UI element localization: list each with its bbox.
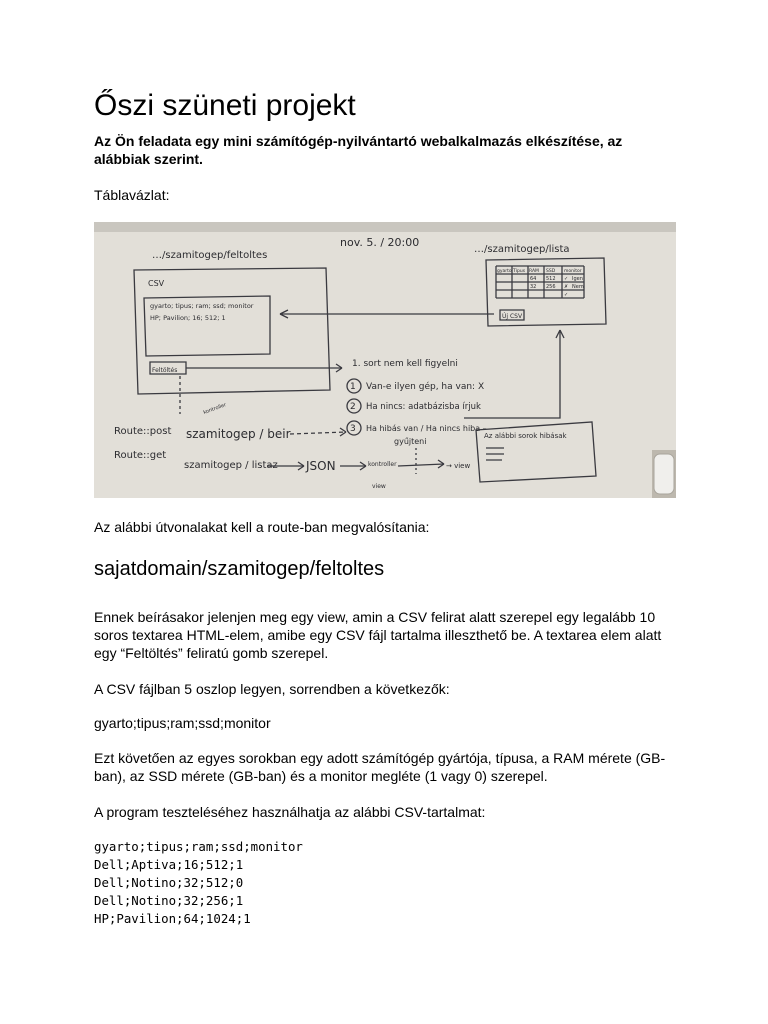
wb-view-label-2: → view (446, 462, 471, 470)
whiteboard-photo (94, 222, 676, 498)
wb-table-header-4: monitor (564, 269, 582, 274)
paragraph-test: A program teszteléséhez használhatja az alábbi CSV-tartalmat: (94, 804, 486, 820)
wb-table-cell-1: 512 (546, 276, 556, 282)
csv-line: Dell;Notino;32;256;1 (94, 893, 244, 908)
route-heading: sajatdomain/szamitogep/feltoltes (94, 558, 385, 580)
intro-text: Az Ön feladata egy mini számítógép-nyilvántartó webalkalmazás elkészítése, az alábbiak szerint. (94, 133, 623, 167)
wb-controller-label: kontroller (368, 461, 397, 468)
paragraph-rows: Ezt követően az egyes sorokban egy adott számítógép gyártója, típusa, a RAM mérete (GB-ban), az SSD mérete (GB-ban) és a monitor megléte (1 vagy 0) szerepel. (94, 750, 666, 784)
columns-line: gyarto;tipus;ram;ssd;monitor (94, 715, 271, 731)
wb-post-target: szamitogep / beir (186, 427, 291, 441)
wb-rule-number-2: 2 (350, 402, 356, 412)
wb-table-cell-5: 256 (546, 284, 556, 290)
wb-rule-heading: 1. sort nem kell figyelni (352, 359, 458, 369)
wb-table-header-0: gyarto (497, 269, 512, 274)
wb-table-cell-0: 64 (530, 276, 537, 282)
csv-line: Dell;Notino;32;512;0 (94, 875, 244, 890)
csv-line: HP;Pavilion;64;1024;1 (94, 911, 251, 926)
wb-table-cell-6: ✗ (564, 284, 569, 290)
wb-table-cell-3: Igen (572, 276, 583, 282)
wb-table-cell-2: ✓ (564, 276, 569, 282)
wb-date: nov. 5. / 20:00 (340, 236, 420, 249)
wb-rule-number-3: 3 (350, 424, 356, 434)
whiteboard-sketch (94, 222, 676, 498)
wb-get-target: szamitogep / listaz (184, 460, 278, 471)
wb-table-cell-4: 32 (530, 284, 537, 290)
wb-upload-button: Feltöltés (152, 367, 178, 374)
wb-vertical-note: kontroller (202, 402, 228, 416)
wb-table-header-1: Típus (513, 269, 526, 274)
wb-table-header-2: RAM (529, 269, 539, 274)
wb-table-header-3: SSD (546, 269, 556, 274)
wb-json-label: JSON (306, 459, 336, 473)
wb-rule-3: Ha hibás van / Ha nincs hiba – (366, 424, 487, 433)
wb-result-box: Az alábbi sorok hibásak (484, 432, 567, 440)
csv-line: Dell;Aptiva;16;512;1 (94, 857, 244, 872)
wb-rule-number-1: 1 (350, 382, 356, 392)
wb-rule-1: Van-e ilyen gép, ha van: X (366, 382, 485, 392)
wb-rule-2: Ha nincs: adatbázisba írjuk (366, 402, 481, 412)
paragraph-view: Ennek beírásakor jelenjen meg egy view, amin a CSV felirat alatt szerepel egy legalább 10 soros textarea HTML-elem, amibe egy CSV fájl tartalma illeszthető be. A textarea elem alatt egy “Feltöltés” feliratú gomb szerepel. (94, 609, 662, 661)
wb-table-cell-8: ✓ (564, 292, 569, 298)
page-title: Őszi szüneti projekt (94, 89, 356, 122)
wb-right-route: …/szamitogep/lista (474, 244, 570, 255)
paragraph-columns: A CSV fájlban 5 oszlop legyen, sorrendben a következők: (94, 681, 450, 697)
sketch-label: Táblavázlat: (94, 187, 170, 203)
wb-table-cell-7: Nem (572, 284, 584, 290)
csv-sample-block (94, 838, 303, 928)
wb-view-label: view (372, 483, 386, 490)
routes-intro: Az alábbi útvonalakat kell a route-ban megvalósítania: (94, 519, 430, 535)
wb-new-csv-button: Új CSV (502, 313, 523, 320)
wb-rule-3b: gyűjteni (394, 437, 427, 446)
wb-csv-row: HP; Pavilion; 16; 512; 1 (150, 314, 226, 322)
wb-csv-header: gyarto; tipus; ram; ssd; monitor (150, 302, 254, 310)
csv-line: gyarto;tipus;ram;ssd;monitor (94, 839, 303, 854)
wb-left-route: …/szamitogep/feltoltes (152, 250, 268, 261)
wb-csv-label: CSV (148, 279, 165, 288)
wb-route-post: Route::post (114, 426, 172, 437)
wb-route-get: Route::get (114, 450, 167, 461)
